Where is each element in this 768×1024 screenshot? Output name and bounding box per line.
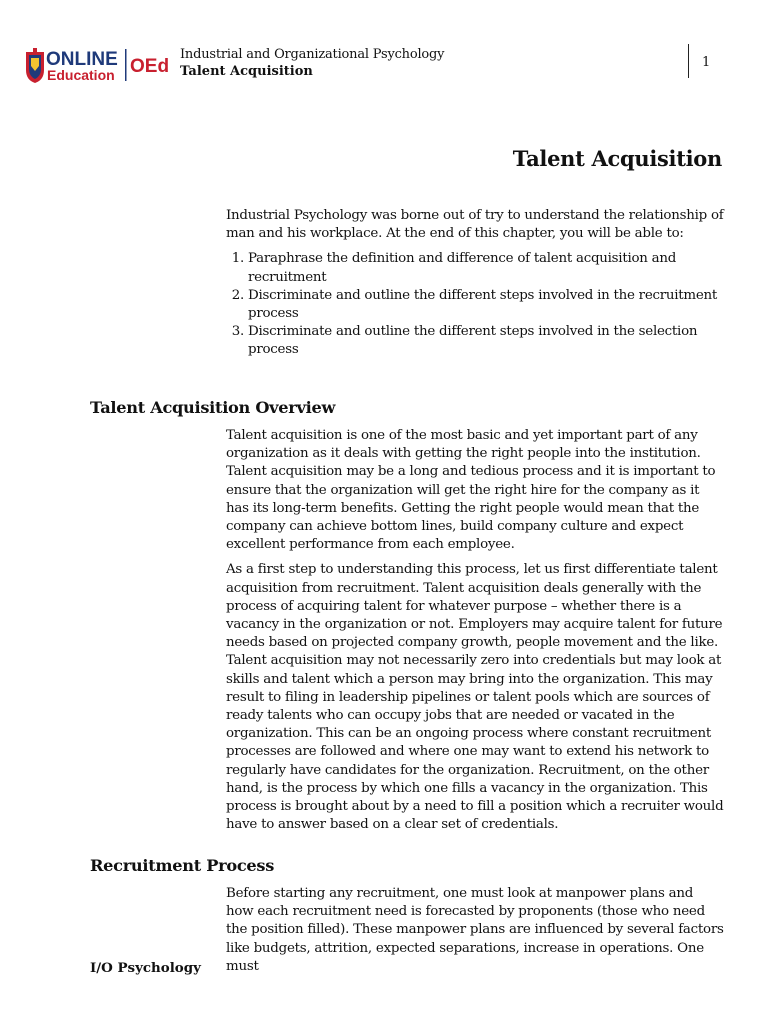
header-subject: Industrial and Organizational Psychology <box>180 47 445 62</box>
recruitment-paragraph: Before starting any recruitment, one must look at manpower plans and how each recruitment need is forecasted by proponents (those who need the position filled). These manpower plans are influenced by several factors like budgets, attrition, expected separations, increase in operations. One must <box>226 886 724 974</box>
objectives-list <box>226 250 724 359</box>
page-title: Talent Acquisition <box>512 146 722 171</box>
header-divider <box>688 44 689 78</box>
page-footer: I/O Psychology <box>90 960 201 976</box>
header-titles <box>180 46 444 80</box>
overview-paragraph: Talent acquisition is one of the most basic and yet important part of any organization as it deals with getting the right people into the institution. Talent acquisition may be a long and tedious process and it is important to ensure that the organization will get the right hire for the company as it has its long-term benefits. Getting the right people would mean that the company can achieve bottom lines, build company culture and expect excellent performance from each employee. <box>226 428 716 553</box>
logo-online-text: ONLINE <box>46 49 118 70</box>
overview-section <box>226 427 724 841</box>
objective-item: 3. Discriminate and outline the different steps involved in the selection process <box>248 323 724 359</box>
objective-item: 1. Paraphrase the definition and difference of talent acquisition and recruitment <box>248 250 724 286</box>
overview-paragraph: As a first step to understanding this process, let us first differentiate talent acquisition from recruitment. Talent acquisition deals generally with the process of acquiring talent for whatever purpose – whether there is a vacancy in the organization or not. Employers may acquire talent for future needs based on projected company growth, people movement and the like. Talent acquisition may not necessarily zero into credentials but may look at skills and talent which a person may bring into the organization. This may result to filing in leadership pipelines or talent pools which are sources of ready talents who can occupy jobs that are needed or vacated in the organization. This can be an ongoing process where constant recruitment processes are followed and where one may want to extend his network to regularly have candidates for the organization. Recruitment, on the other hand, is the process by which one fills a vacancy in the organization. This process is brought about by a need to fill a position which a recruiter would have to answer based on a clear set of credentials. <box>226 562 724 833</box>
page-header <box>24 44 744 84</box>
overview-heading: Talent Acquisition Overview <box>90 398 336 417</box>
recruitment-section <box>226 885 724 983</box>
objective-item: 2. Discriminate and outline the different steps involved in the recruitment process <box>248 287 724 323</box>
page-number: 1 <box>702 55 711 70</box>
intro-section <box>226 207 724 360</box>
intro-paragraph: Industrial Psychology was borne out of try to understand the relationship of man and his workplace. At the end of this chapter, you will be able to: <box>226 208 724 242</box>
online-education-logo <box>24 44 174 84</box>
header-chapter: Talent Acquisition <box>180 64 313 79</box>
recruitment-heading: Recruitment Process <box>90 856 275 875</box>
logo-oed-text: OEd <box>130 56 170 77</box>
logo-education-text: Education <box>47 67 115 83</box>
